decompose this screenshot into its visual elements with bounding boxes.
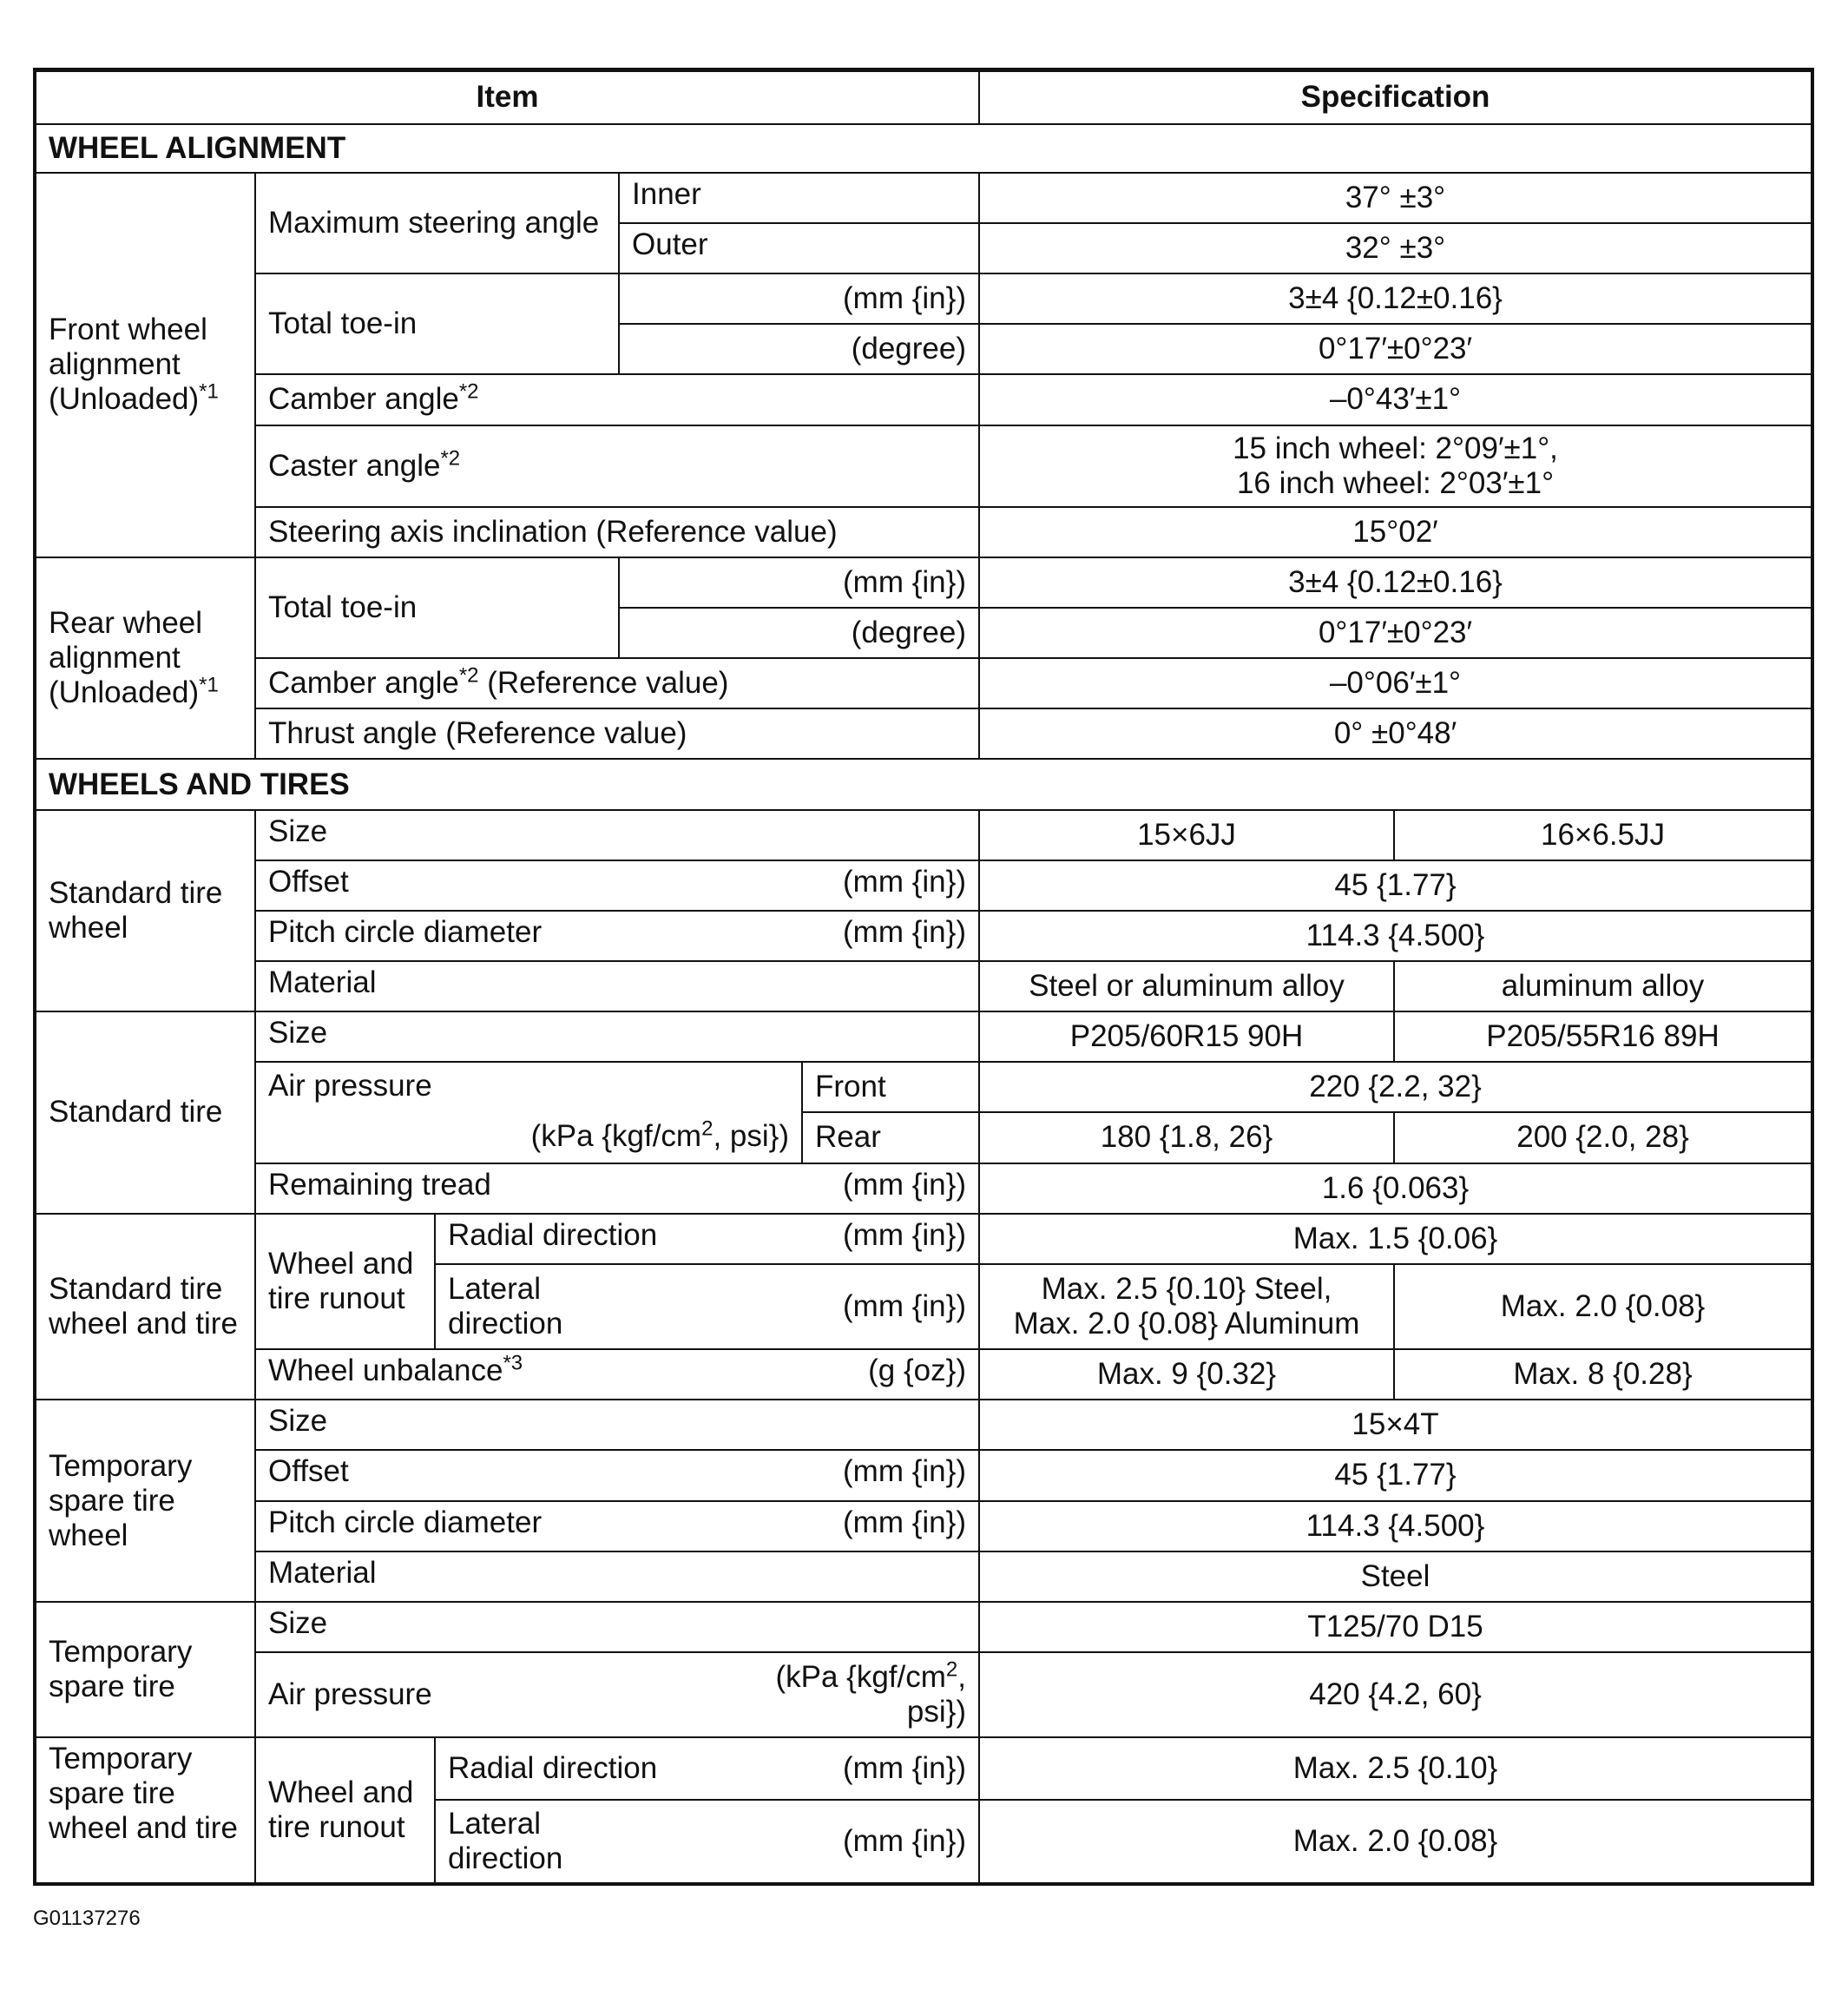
header-item: Item: [35, 70, 979, 124]
rear-camber-ref: (Reference value): [478, 666, 729, 701]
specification-table: [33, 68, 1814, 1886]
front-camber-text: Camber angle: [268, 382, 459, 417]
temp-wheel-size-value: 15×4T: [979, 1400, 1812, 1450]
std-wt-label: Standard tire wheel and tire: [35, 1214, 255, 1400]
temp-wheel-offset-unit: (mm {in}): [843, 1454, 966, 1489]
unbalance-footnote: *3: [503, 1351, 523, 1375]
caster-footnote: *2: [440, 445, 461, 470]
std-wheel-pcd-value: 114.3 {4.500}: [979, 911, 1812, 961]
temp-tire-air-unit-pre: (kPa {kgf/cm: [775, 1660, 946, 1695]
std-tire-front-label: Front: [802, 1062, 979, 1112]
std-tire-air-label: [255, 1062, 802, 1163]
std-wt-lateral-aluminum: Max. 2.0 {0.08} Aluminum: [1013, 1306, 1360, 1341]
std-tire-label: Standard tire: [35, 1011, 255, 1214]
outer-value: 32° ±3°: [979, 223, 1812, 273]
section-wheels-and-tires: WHEELS AND TIRES: [35, 759, 1812, 809]
front-alignment-label: [35, 173, 255, 557]
temp-wheel-size-label: Size: [255, 1400, 979, 1450]
front-toe-label: Total toe-in: [255, 273, 619, 374]
temp-wheel-pcd-label: [255, 1501, 979, 1551]
inner-value: 37° ±3°: [979, 173, 1812, 223]
front-toe-unit-degree: (degree): [619, 324, 979, 374]
temp-wheel-material-value: Steel: [979, 1551, 1812, 1602]
rear-camber-text: Camber angle: [268, 666, 459, 701]
header-row: [35, 70, 1812, 124]
std-tire-rear-label: Rear: [802, 1112, 979, 1163]
front-camber-label: [255, 374, 979, 425]
std-tire-air-unit: [268, 1119, 789, 1154]
std-tire-size-15: P205/60R15 90H: [979, 1011, 1394, 1062]
std-wheel-size-16: 16×6.5JJ: [1394, 810, 1812, 860]
figure-code: G01137276: [33, 1907, 141, 1930]
std-tire-rear-15: 180 {1.8, 26}: [979, 1112, 1394, 1163]
section-row: [35, 124, 1812, 173]
front-camber-footnote: *2: [458, 379, 479, 404]
std-wt-lateral-15: [979, 1264, 1394, 1349]
rear-camber-footnote: *2: [458, 663, 479, 688]
temp-wheel-offset-value: 45 {1.77}: [979, 1450, 1812, 1500]
temp-tire-air-unit-post1: ,: [957, 1660, 966, 1695]
temp-wt-radial-label: [435, 1737, 979, 1800]
std-wheel-offset-unit: (mm {in}): [843, 864, 966, 899]
caster-label: [255, 425, 979, 507]
std-wt-radial-value: Max. 1.5 {0.06}: [979, 1214, 1812, 1264]
thrust-value: 0° ±0°48′: [979, 708, 1812, 759]
std-tire-size-16: P205/55R16 89H: [1394, 1011, 1812, 1062]
unbalance-label: [255, 1349, 979, 1400]
rear-alignment-text: Rear wheel alignment (Unloaded): [49, 606, 203, 710]
temp-wheel-pcd-value: 114.3 {4.500}: [979, 1501, 1812, 1551]
temp-wt-radial-value: Max. 2.5 {0.10}: [979, 1737, 1812, 1800]
temp-tire-air-text: Air pressure: [268, 1677, 432, 1712]
temp-wt-label: Temporary spare tire wheel and tire: [35, 1737, 255, 1884]
std-wheel-offset-text: Offset: [268, 864, 349, 899]
unbalance-unit: (g {oz}): [868, 1354, 966, 1388]
temp-wheel-label: Temporary spare tire wheel: [35, 1400, 255, 1602]
front-alignment-text: Front wheel alignment (Unloaded): [49, 313, 207, 417]
temp-wt-radial-text: Radial direction: [448, 1751, 658, 1786]
inner-label: Inner: [619, 173, 979, 223]
temp-tire-size-value: T125/70 D15: [979, 1602, 1812, 1652]
rear-toe-mm-value: 3±4 {0.12±0.16}: [979, 557, 1812, 608]
std-wheel-pcd-unit: (mm {in}): [843, 914, 966, 949]
caster-value-16: 16 inch wheel: 2°03′±1°: [1236, 465, 1555, 500]
front-camber-value: –0°43′±1°: [979, 374, 1812, 425]
std-wt-lateral-text: Lateral direction: [448, 1271, 563, 1341]
temp-wheel-pcd-text: Pitch circle diameter: [268, 1505, 543, 1539]
temp-tire-label: Temporary spare tire: [35, 1602, 255, 1737]
front-alignment-footnote: *1: [199, 379, 219, 404]
rear-camber-value: –0°06′±1°: [979, 658, 1812, 708]
sai-value: 15°02′: [979, 507, 1812, 557]
rear-camber-label: [255, 658, 979, 708]
std-wheel-material-16: aluminum alloy: [1394, 961, 1812, 1011]
front-toe-unit-mm: (mm {in}): [619, 273, 979, 324]
std-tire-rear-16: 200 {2.0, 28}: [1394, 1112, 1812, 1163]
std-wheel-material-label: Material: [255, 961, 979, 1011]
std-tire-air-text: Air pressure: [268, 1069, 432, 1103]
temp-wt-lateral-text: Lateral direction: [448, 1807, 563, 1876]
temp-wheel-offset-text: Offset: [268, 1454, 349, 1489]
caster-value-15: 15 inch wheel: 2°09′±1°,: [1233, 431, 1558, 465]
std-wheel-offset-label: [255, 860, 979, 911]
temp-wheel-pcd-unit: (mm {in}): [843, 1505, 966, 1539]
rear-toe-unit-degree: (degree): [619, 608, 979, 658]
front-toe-mm-value: 3±4 {0.12±0.16}: [979, 273, 1812, 324]
std-tire-size-label: Size: [255, 1011, 979, 1062]
temp-tire-air-unit-post2: psi}): [906, 1695, 966, 1729]
temp-tire-air-unit: [775, 1657, 966, 1729]
rear-alignment-footnote: *1: [199, 673, 219, 697]
unbalance-text: Wheel unbalance: [268, 1354, 503, 1388]
std-wt-radial-label: [435, 1214, 979, 1264]
std-tire-air-unit-sup: 2: [701, 1117, 714, 1141]
sai-label: Steering axis inclination (Reference value): [255, 507, 979, 557]
std-wheel-label: Standard tire wheel: [35, 810, 255, 1012]
std-wt-runout-label: Wheel and tire runout: [255, 1214, 435, 1349]
rear-toe-degree-value: 0°17′±0°23′: [979, 608, 1812, 658]
std-tire-tread-label: [255, 1163, 979, 1214]
std-wheel-offset-value: 45 {1.77}: [979, 860, 1812, 911]
std-wheel-pcd-label: [255, 911, 979, 961]
std-wheel-size-label: Size: [255, 810, 979, 860]
temp-wheel-offset-label: [255, 1450, 979, 1500]
temp-wt-lateral-unit: (mm {in}): [843, 1824, 966, 1859]
std-wheel-size-15: 15×6JJ: [979, 810, 1394, 860]
unbalance-15: Max. 9 {0.32}: [979, 1349, 1394, 1400]
rear-toe-unit-mm: (mm {in}): [619, 557, 979, 608]
temp-wheel-material-label: Material: [255, 1551, 979, 1602]
std-tire-air-unit-post: , psi}): [713, 1119, 789, 1154]
front-toe-degree-value: 0°17′±0°23′: [979, 324, 1812, 374]
temp-wt-lateral-value: Max. 2.0 {0.08}: [979, 1800, 1812, 1884]
std-wheel-pcd-text: Pitch circle diameter: [268, 914, 543, 949]
std-tire-tread-value: 1.6 {0.063}: [979, 1163, 1812, 1214]
max-steering-angle-label: Maximum steering angle: [255, 173, 619, 273]
caster-value: [979, 425, 1812, 507]
header-specification: Specification: [979, 70, 1812, 124]
std-tire-tread-unit: (mm {in}): [843, 1167, 966, 1202]
temp-wt-radial-unit: (mm {in}): [843, 1751, 966, 1786]
section-row: [35, 759, 1812, 809]
unbalance-16: Max. 8 {0.28}: [1394, 1349, 1812, 1400]
std-tire-air-unit-pre: (kPa {kgf/cm: [530, 1119, 702, 1154]
std-wt-lateral-16: Max. 2.0 {0.08}: [1394, 1264, 1812, 1349]
rear-toe-label: Total toe-in: [255, 557, 619, 658]
rear-alignment-label: [35, 557, 255, 760]
std-wheel-material-15: Steel or aluminum alloy: [979, 961, 1394, 1011]
std-tire-tread-text: Remaining tread: [268, 1167, 491, 1202]
temp-tire-air-label: [255, 1652, 979, 1737]
std-tire-front-value: 220 {2.2, 32}: [979, 1062, 1812, 1112]
section-wheel-alignment: WHEEL ALIGNMENT: [35, 124, 1812, 173]
std-wt-radial-text: Radial direction: [448, 1217, 658, 1252]
std-wt-lateral-label: [435, 1264, 979, 1349]
std-wt-radial-unit: (mm {in}): [843, 1217, 966, 1252]
std-wt-lateral-unit: (mm {in}): [843, 1288, 966, 1323]
std-wt-lateral-steel: Max. 2.5 {0.10} Steel,: [1041, 1271, 1332, 1306]
temp-tire-air-value: 420 {4.2, 60}: [979, 1652, 1812, 1737]
temp-wt-runout-label: Wheel and tire runout: [255, 1737, 435, 1884]
thrust-label: Thrust angle (Reference value): [255, 708, 979, 759]
temp-tire-air-unit-sup: 2: [945, 1657, 958, 1682]
outer-label: Outer: [619, 223, 979, 273]
temp-tire-size-label: Size: [255, 1602, 979, 1652]
caster-text: Caster angle: [268, 448, 441, 483]
temp-wt-lateral-label: [435, 1800, 979, 1884]
